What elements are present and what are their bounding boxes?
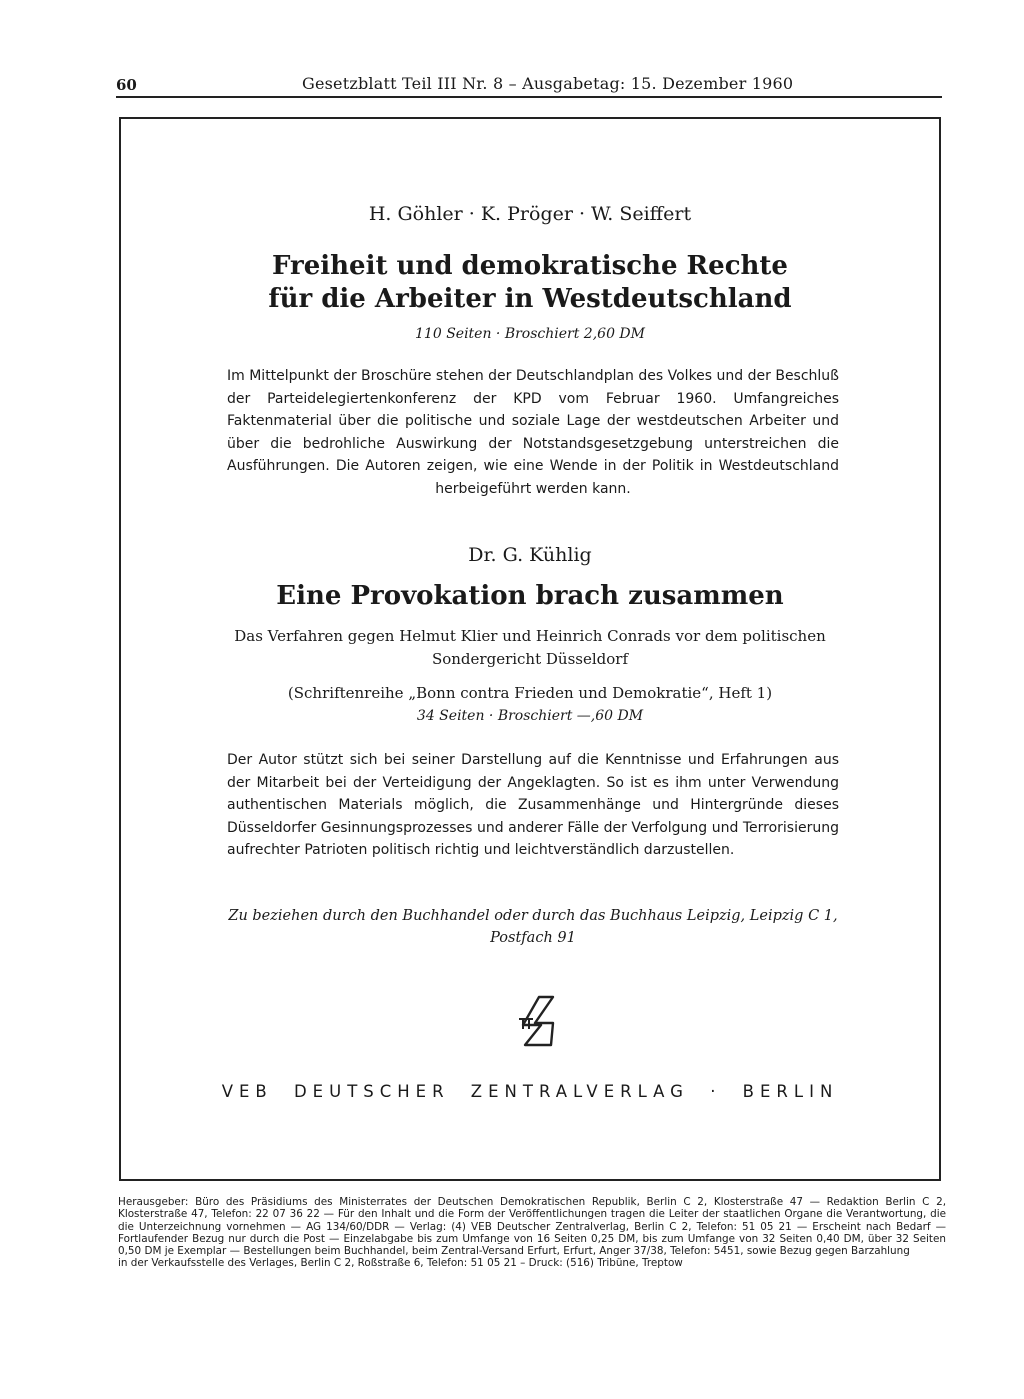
book1-title-line1: Freiheit und demokratische Rechte: [272, 251, 788, 281]
publisher-logo-icon: [515, 995, 559, 1047]
book1-pages-price: 110 Seiten · Broschiert 2,60 DM: [415, 326, 645, 342]
order-info-line2: Postfach 91: [490, 930, 576, 946]
imprint-text: Herausgeber: Büro des Präsidiums des Ministerrates der Deutschen Demokratischen Republik, Berlin C 2, Klosterstraße 47 — Redaktion Berlin C 2, Klosterstraße 47, Telefon: 22 07 36 22 — Für den Inhalt und die Form der Veröffentlichungen tragen die Leiter der staatlichen Organe die Verantwortung, die die Unterzeichnung vornehmen — AG 134/60/DDR — Verlag: (4) VEB Deutscher Zentralverlag, Berlin C 2, Telefon: 51 05 21 — Erscheint nach Bedarf — Fortlaufender Bezug nur durch die Post — Einzelabgabe bis zum Umfange von 16 Seiten 0,25 DM, bis zum Umfange von 32 Seiten 0,40 DM, über 32 Seiten 0,50 DM je Exemplar — Bestellungen beim Buchhandel, beim Zentral-Versand Erfurt, Erfurt, Anger 37/38, Telefon: 5451, sowie Bezug gegen Barzahlung: [118, 1196, 946, 1258]
publisher-name: VEB DEUTSCHER ZENTRALVERLAG · BERLIN: [221, 1082, 839, 1101]
imprint: [118, 1196, 946, 1270]
book2-title: Eine Provokation brach zusammen: [276, 581, 784, 611]
journal-issue-title: Gesetzblatt Teil III Nr. 8 – Ausgabetag: 15. Dezember 1960: [302, 74, 794, 93]
advertisement-box: [119, 117, 941, 1181]
running-header: [116, 74, 942, 98]
book2-subtitle-line1: Das Verfahren gegen Helmut Klier und Heinrich Conrads vor dem politischen: [234, 627, 826, 645]
page-number: 60: [116, 76, 137, 94]
book1-authors: H. Göhler · K. Pröger · W. Seiffert: [368, 203, 692, 225]
book2-pages-price: 34 Seiten · Broschiert —,60 DM: [416, 708, 644, 724]
imprint-last-line: in der Verkaufsstelle des Verlages, Berlin C 2, Roßstraße 6, Telefon: 51 05 21 – Druck: (516) Tribüne, Treptow: [118, 1257, 683, 1270]
book2-description: Der Autor stützt sich bei seiner Darstellung auf die Kenntnisse und Erfahrungen aus der Mitarbeit bei der Verteidigung der Angeklagten. So ist es ihm unter Verwendung authentischen Materials möglich, die Zusammenhänge und Hintergründe dieses Düsseldorfer Gesinnungsprozesses und anderer Fälle der Verfolgung und Terrorisierung aufrechter Patrioten politisch richtig und leichtverständlich darzustellen.: [227, 752, 839, 858]
order-info-line1: Zu beziehen durch den Buchhandel oder durch das Buchhaus Leipzig, Leipzig C 1,: [228, 908, 838, 924]
book1-description: Im Mittelpunkt der Broschüre stehen der Deutschlandplan des Volkes und der Beschluß der Parteidelegiertenkonferenz der KPD vom Februar 1960. Umfangreiches Faktenmaterial über die politische und soziale Lage der westdeutschen Arbeiter und über die bedrohliche Auswirkung der Notstandsgesetzgebung unterstreichen die Ausführungen. Die Autoren zeigen, wie eine Wende in der Politik in Westdeutschland herbeigeführt werden kann.: [227, 368, 839, 497]
book2-series: (Schriftenreihe „Bonn contra Frieden und Demokratie“, Heft 1): [287, 684, 773, 702]
book1-title-line2: für die Arbeiter in Westdeutschland: [268, 284, 792, 314]
book2-author: Dr. G. Kühlig: [468, 544, 592, 566]
book2-subtitle-line2: Sondergericht Düsseldorf: [431, 650, 629, 668]
